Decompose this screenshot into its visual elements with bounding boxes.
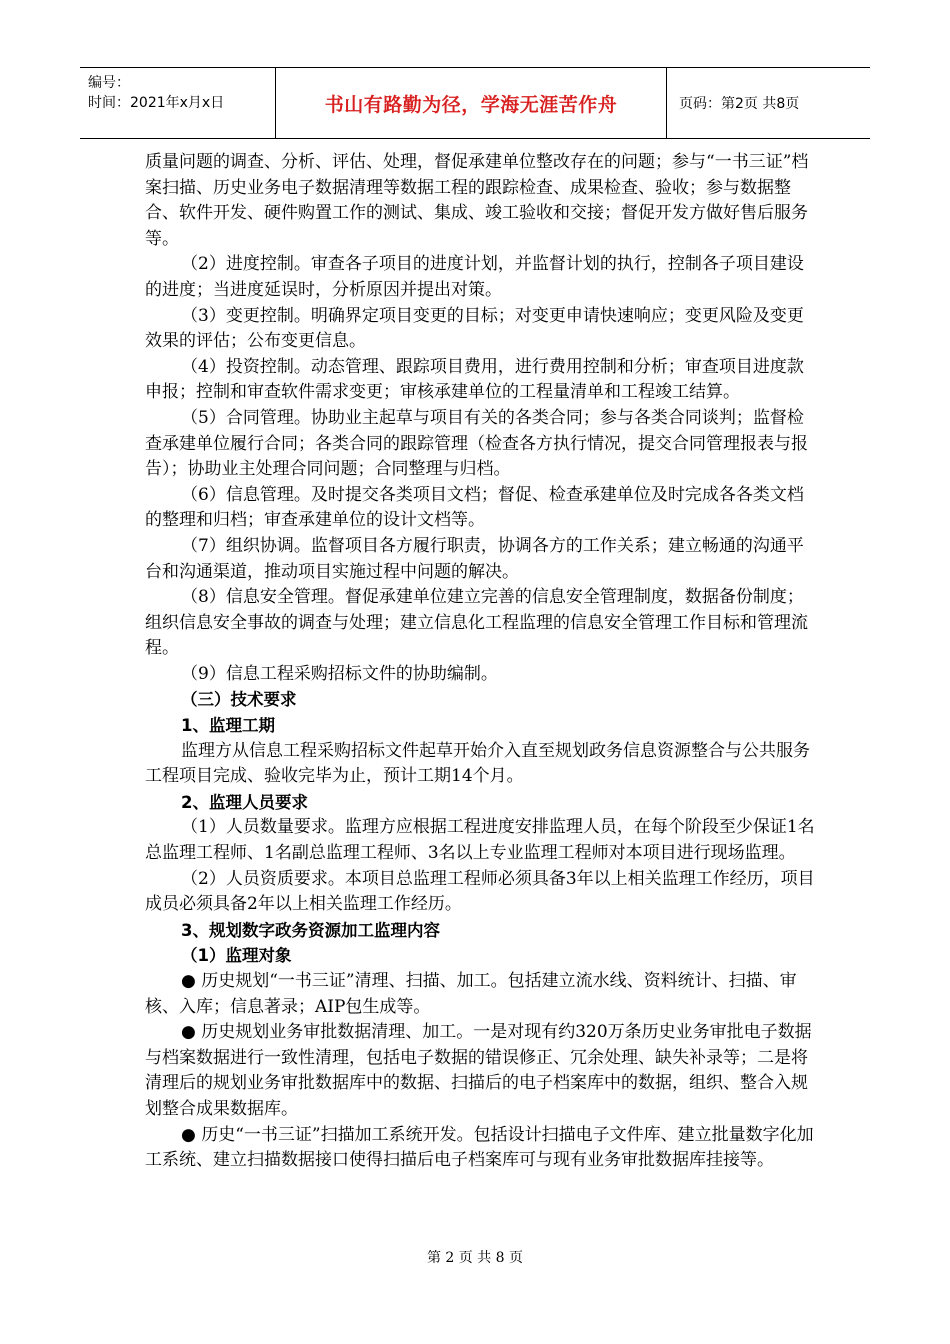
header-motto: 书山有路勤为径，学海无涯苦作舟 <box>275 68 667 138</box>
subsection-heading: （1）监理对象 <box>181 946 292 966</box>
paragraph: （6）信息管理。及时提交各类项目文档；督促、检查承建单位及时完成各各类文档的整理和归档；审查承建单位的设计文档等。 <box>145 484 804 531</box>
paragraph: （1）人员数量要求。监理方应根据工程进度安排监理人员，在每个阶段至少保证1名总监理工程师、1名副总监理工程师、3名以上专业监理工程师对本项目进行现场监理。 <box>145 817 815 864</box>
subsection-heading: 1、监理工期 <box>181 716 275 736</box>
paragraph: （7）组织协调。监督项目各方履行职责，协调各方的工作关系；建立畅通的沟通平台和沟通渠道，推动项目实施过程中问题的解决。 <box>145 535 804 582</box>
paragraph: （2）人员资质要求。本项目总监理工程师必须具备3年以上相关监理工作经历，项目成员必须具备2年以上相关监理工作经历。 <box>145 868 815 915</box>
paragraph: （5）合同管理。协助业主起草与项目有关的各类合同；参与各类合同谈判；监督检查承建单位履行合同；各类合同的跟踪管理（检查各方执行情况，提交合同管理报表与报告）；协助业主处理合同问题；合同整理与归档。 <box>145 407 808 480</box>
paragraph: （8）信息安全管理。督促承建单位建立完善的信息安全管理制度，数据备份制度；组织信息安全事故的调查与处理；建立信息化工程监理的信息安全管理工作目标和管理流程。 <box>145 587 808 659</box>
paragraph: （2）进度控制。审查各子项目的进度计划，并监督计划的执行，控制各子项目建设的进度；当进度延误时，分析原因并提出对策。 <box>145 254 804 300</box>
paragraph: （9）信息工程采购招标文件的协助编制。 <box>181 663 498 684</box>
document-body <box>145 150 815 1174</box>
page-footer: 第 2 页 共 8 页 <box>426 1250 524 1266</box>
header-meta <box>80 68 275 138</box>
bullet-item: ● 历史规划业务审批数据清理、加工。一是对现有约320万条历史业务审批电子数据与档案数据进行一致性清理，包括电子数据的错误修正、冗余处理、缺失补录等；二是将清理后的规划业务审批数据库中的数据、扫描后的电子档案库中的数据，组织、整合入规划整合成果数据库。 <box>145 1022 812 1119</box>
subsection-heading: 3、规划数字政务资源加工监理内容 <box>181 920 440 940</box>
bullet-item: ● 历史规划“一书三证”清理、扫描、加工。包括建立流水线、资料统计、扫描、审核、入库；信息著录；AIP包生成等。 <box>145 971 797 1017</box>
paragraph: （4）投资控制。动态管理、跟踪项目费用，进行费用控制和分析；审查项目进度款申报；控制和审查软件需求变更；审核承建单位的工程量清单和工程竣工结算。 <box>145 356 804 403</box>
header-page-number: 页码：第2页 共8页 <box>679 96 800 112</box>
page-header <box>80 67 870 139</box>
bullet-item: ● 历史“一书三证”扫描加工系统开发。包括设计扫描电子文件库、建立批量数字化加工系统、建立扫描数据接口使得扫描后电子档案库可与现有业务审批数据库挂接等。 <box>145 1124 814 1171</box>
paragraph: 质量问题的调查、分析、评估、处理，督促承建单位整改存在的问题；参与“一书三证”档案扫描、历史业务电子数据清理等数据工程的跟踪检查、成果检查、验收；参与数据整合、软件开发、硬件购置工作的测试、集成、竣工验收和交接；督促开发方做好售后服务等。 <box>145 152 809 249</box>
document-number-label: 编号： <box>88 75 130 91</box>
document-date-label: 时间：2021年x月x日 <box>88 95 225 111</box>
paragraph: 监理方从信息工程采购招标文件起草开始介入直至规划政务信息资源整合与公共服务工程项目完成、验收完毕为止，预计工期14个月。 <box>145 740 810 787</box>
paragraph: （3）变更控制。明确界定项目变更的目标；对变更申请快速响应；变更风险及变更效果的评估；公布变更信息。 <box>145 305 804 352</box>
section-heading: （三）技术要求 <box>181 690 297 710</box>
subsection-heading: 2、监理人员要求 <box>181 792 308 812</box>
